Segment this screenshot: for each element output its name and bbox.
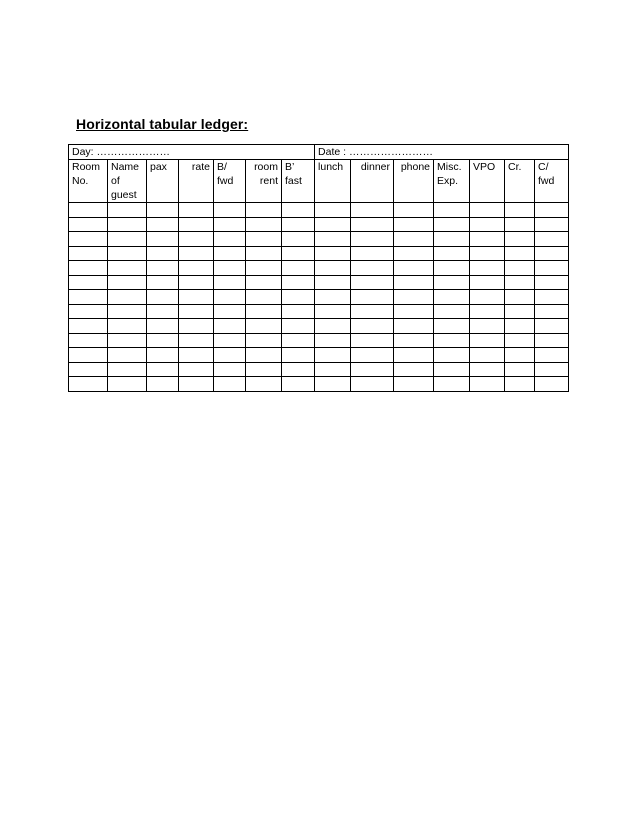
ledger-cell	[246, 348, 282, 363]
ledger-cell	[282, 290, 315, 305]
ledger-cell	[315, 261, 351, 276]
ledger-cell	[351, 290, 394, 305]
ledger-cell	[69, 261, 108, 276]
ledger-cell	[394, 362, 434, 377]
ledger-cell	[282, 304, 315, 319]
ledger-cell	[434, 377, 470, 392]
ledger-cell	[69, 304, 108, 319]
ledger-cell	[505, 232, 535, 247]
ledger-cell	[434, 348, 470, 363]
column-header	[470, 160, 505, 203]
ledger-cell	[470, 377, 505, 392]
column-header-text: rate	[191, 161, 210, 173]
ledger-cell	[179, 203, 214, 218]
date-field: Date : ……………………	[315, 145, 569, 160]
ledger-cell	[470, 232, 505, 247]
ledger-cell	[434, 217, 470, 232]
ledger-cell	[214, 304, 246, 319]
ledger-cell	[535, 203, 569, 218]
ledger-cell	[147, 275, 179, 290]
ledger-cell	[315, 319, 351, 334]
ledger-cell	[147, 203, 179, 218]
ledger-cell	[69, 290, 108, 305]
ledger-row	[69, 232, 569, 247]
ledger-cell	[315, 333, 351, 348]
ledger-cell	[282, 348, 315, 363]
column-header-text: room	[254, 161, 278, 173]
column-header	[246, 160, 282, 203]
ledger-cell	[147, 362, 179, 377]
ledger-cell	[315, 290, 351, 305]
column-header	[394, 160, 434, 203]
ledger-cell	[246, 217, 282, 232]
ledger-cell	[470, 319, 505, 334]
ledger-cell	[69, 246, 108, 261]
ledger-cell	[505, 304, 535, 319]
ledger-row	[69, 203, 569, 218]
ledger-cell	[179, 348, 214, 363]
ledger-row	[69, 261, 569, 276]
column-header	[282, 160, 315, 203]
ledger-cell	[394, 232, 434, 247]
ledger-cell	[246, 362, 282, 377]
ledger-cell	[351, 377, 394, 392]
ledger-cell	[179, 261, 214, 276]
ledger-cell	[108, 246, 147, 261]
column-header	[535, 160, 569, 203]
ledger-cell	[394, 290, 434, 305]
ledger-cell	[214, 246, 246, 261]
ledger-cell	[351, 232, 394, 247]
ledger-cell	[108, 217, 147, 232]
ledger-cell	[214, 362, 246, 377]
ledger-cell	[246, 377, 282, 392]
ledger-cell	[282, 246, 315, 261]
column-header-text: B’	[285, 161, 295, 173]
ledger-cell	[351, 261, 394, 276]
ledger-row	[69, 275, 569, 290]
ledger-cell	[147, 333, 179, 348]
ledger-cell	[147, 377, 179, 392]
ledger-cell	[69, 232, 108, 247]
ledger-cell	[394, 203, 434, 218]
column-header-text: Misc.	[437, 161, 462, 173]
ledger-cell	[351, 362, 394, 377]
ledger-cell	[470, 304, 505, 319]
ledger-cell	[214, 261, 246, 276]
ledger-cell	[505, 275, 535, 290]
ledger-cell	[470, 261, 505, 276]
ledger-cell	[179, 217, 214, 232]
ledger-cell	[505, 246, 535, 261]
column-header	[505, 160, 535, 203]
ledger-cell	[535, 333, 569, 348]
ledger-cell	[394, 348, 434, 363]
ledger-cell	[108, 362, 147, 377]
ledger-cell	[315, 203, 351, 218]
ledger-cell	[351, 348, 394, 363]
ledger-cell	[505, 319, 535, 334]
ledger-cell	[315, 362, 351, 377]
ledger-cell	[315, 217, 351, 232]
column-header	[108, 160, 147, 203]
column-header-text: C/	[538, 161, 549, 173]
ledger-cell	[434, 261, 470, 276]
ledger-cell	[434, 290, 470, 305]
ledger-cell	[69, 275, 108, 290]
ledger-cell	[69, 203, 108, 218]
ledger-cell	[434, 333, 470, 348]
ledger-cell	[351, 203, 394, 218]
ledger-cell	[470, 217, 505, 232]
ledger-cell	[282, 217, 315, 232]
ledger-cell	[315, 232, 351, 247]
ledger-meta-row	[69, 145, 569, 160]
ledger-cell	[179, 377, 214, 392]
ledger-cell	[315, 348, 351, 363]
ledger-row	[69, 246, 569, 261]
ledger-cell	[535, 319, 569, 334]
ledger-cell	[108, 290, 147, 305]
column-header-text: Name	[111, 161, 140, 173]
ledger-cell	[434, 203, 470, 218]
ledger-cell	[434, 246, 470, 261]
ledger-cell	[246, 275, 282, 290]
column-header	[147, 160, 179, 203]
ledger-cell	[535, 348, 569, 363]
day-field: Day: …………………	[69, 145, 315, 160]
column-header-text: fwd	[217, 175, 234, 187]
ledger-cell	[351, 217, 394, 232]
ledger-cell	[179, 304, 214, 319]
ledger-cell	[147, 217, 179, 232]
ledger-cell	[108, 348, 147, 363]
ledger-cell	[434, 362, 470, 377]
ledger-cell	[505, 290, 535, 305]
ledger-cell	[246, 232, 282, 247]
ledger-cell	[282, 333, 315, 348]
ledger-cell	[505, 362, 535, 377]
ledger-cell	[108, 319, 147, 334]
ledger-cell	[535, 304, 569, 319]
ledger-row	[69, 304, 569, 319]
ledger-cell	[394, 377, 434, 392]
column-header-text: B/	[217, 161, 227, 173]
ledger-cell	[315, 246, 351, 261]
column-header-text: of	[111, 175, 120, 187]
ledger-cell	[108, 333, 147, 348]
ledger-cell	[535, 275, 569, 290]
ledger-cell	[147, 304, 179, 319]
column-header-text: rent	[259, 175, 278, 187]
ledger-cell	[394, 217, 434, 232]
ledger-table	[68, 144, 569, 392]
ledger-cell	[214, 232, 246, 247]
ledger-cell	[394, 319, 434, 334]
ledger-row	[69, 377, 569, 392]
ledger-row	[69, 319, 569, 334]
ledger-cell	[108, 377, 147, 392]
ledger-cell	[535, 217, 569, 232]
column-header-text: Exp.	[437, 175, 459, 187]
ledger-cell	[394, 246, 434, 261]
ledger-cell	[147, 261, 179, 276]
ledger-cell	[282, 232, 315, 247]
ledger-cell	[351, 275, 394, 290]
ledger-cell	[108, 261, 147, 276]
ledger-cell	[535, 232, 569, 247]
ledger-cell	[282, 203, 315, 218]
ledger-cell	[108, 304, 147, 319]
column-header-text: VPO	[473, 161, 496, 173]
ledger-cell	[179, 319, 214, 334]
ledger-cell	[179, 290, 214, 305]
ledger-cell	[394, 304, 434, 319]
ledger-cell	[179, 232, 214, 247]
ledger-cell	[470, 333, 505, 348]
ledger-title: Horizontal tabular ledger:	[76, 116, 249, 132]
ledger-cell	[470, 246, 505, 261]
column-header-text: Room	[72, 161, 101, 173]
ledger-cell	[246, 333, 282, 348]
ledger-cell	[282, 261, 315, 276]
ledger-cell	[535, 246, 569, 261]
ledger-row	[69, 348, 569, 363]
ledger-row	[69, 333, 569, 348]
ledger-cell	[179, 275, 214, 290]
column-header-text: No.	[72, 175, 89, 187]
ledger-cell	[505, 261, 535, 276]
ledger-cell	[535, 362, 569, 377]
column-header	[179, 160, 214, 203]
ledger-cell	[351, 319, 394, 334]
ledger-cell	[351, 304, 394, 319]
ledger-cell	[315, 304, 351, 319]
column-header	[434, 160, 470, 203]
ledger-cell	[246, 261, 282, 276]
ledger-cell	[394, 275, 434, 290]
ledger-cell	[470, 362, 505, 377]
ledger-cell	[246, 319, 282, 334]
ledger-cell	[535, 290, 569, 305]
ledger-header-row	[69, 160, 569, 203]
ledger-cell	[470, 348, 505, 363]
ledger-cell	[147, 232, 179, 247]
ledger-cell	[470, 203, 505, 218]
column-header-text: phone	[400, 161, 431, 173]
ledger-cell	[69, 217, 108, 232]
ledger-cell	[434, 304, 470, 319]
column-header-text: fast	[285, 175, 302, 187]
ledger-cell	[214, 275, 246, 290]
ledger-cell	[147, 290, 179, 305]
ledger-cell	[282, 377, 315, 392]
ledger-cell	[505, 203, 535, 218]
ledger-cell	[214, 377, 246, 392]
ledger-cell	[246, 203, 282, 218]
ledger-cell	[535, 261, 569, 276]
ledger-cell	[246, 246, 282, 261]
ledger-cell	[147, 246, 179, 261]
ledger-cell	[108, 275, 147, 290]
ledger-cell	[434, 319, 470, 334]
ledger-cell	[214, 290, 246, 305]
ledger-cell	[470, 275, 505, 290]
ledger-cell	[434, 232, 470, 247]
column-header	[214, 160, 246, 203]
ledger-cell	[315, 377, 351, 392]
column-header	[69, 160, 108, 203]
ledger-cell	[69, 319, 108, 334]
ledger-cell	[246, 304, 282, 319]
ledger-cell	[434, 275, 470, 290]
ledger-cell	[505, 377, 535, 392]
ledger-cell	[147, 348, 179, 363]
ledger-cell	[214, 348, 246, 363]
ledger-row	[69, 290, 569, 305]
column-header	[351, 160, 394, 203]
ledger-cell	[394, 261, 434, 276]
ledger-cell	[535, 377, 569, 392]
ledger-row	[69, 217, 569, 232]
ledger-cell	[179, 246, 214, 261]
column-header-text: guest	[111, 189, 137, 201]
ledger-cell	[69, 377, 108, 392]
ledger-cell	[282, 319, 315, 334]
ledger-cell	[179, 333, 214, 348]
ledger-cell	[315, 275, 351, 290]
ledger-cell	[282, 362, 315, 377]
ledger-cell	[505, 348, 535, 363]
ledger-cell	[108, 203, 147, 218]
ledger-cell	[505, 333, 535, 348]
ledger-cell	[351, 333, 394, 348]
ledger-cell	[394, 333, 434, 348]
ledger-cell	[351, 246, 394, 261]
ledger-cell	[69, 348, 108, 363]
ledger-cell	[179, 362, 214, 377]
ledger-cell	[147, 319, 179, 334]
ledger-cell	[214, 217, 246, 232]
ledger-cell	[214, 319, 246, 334]
ledger-cell	[470, 290, 505, 305]
ledger-row	[69, 362, 569, 377]
ledger-cell	[69, 333, 108, 348]
ledger-cell	[108, 232, 147, 247]
column-header	[315, 160, 351, 203]
ledger-cell	[505, 217, 535, 232]
ledger-cell	[282, 275, 315, 290]
column-header-text: fwd	[538, 175, 555, 187]
ledger-cell	[214, 203, 246, 218]
column-header-text: pax	[150, 161, 167, 173]
column-header-text: lunch	[318, 161, 344, 173]
ledger-cell	[69, 362, 108, 377]
column-header-text: dinner	[360, 161, 391, 173]
column-header-text: Cr.	[508, 161, 522, 173]
ledger-cell	[246, 290, 282, 305]
ledger-cell	[214, 333, 246, 348]
